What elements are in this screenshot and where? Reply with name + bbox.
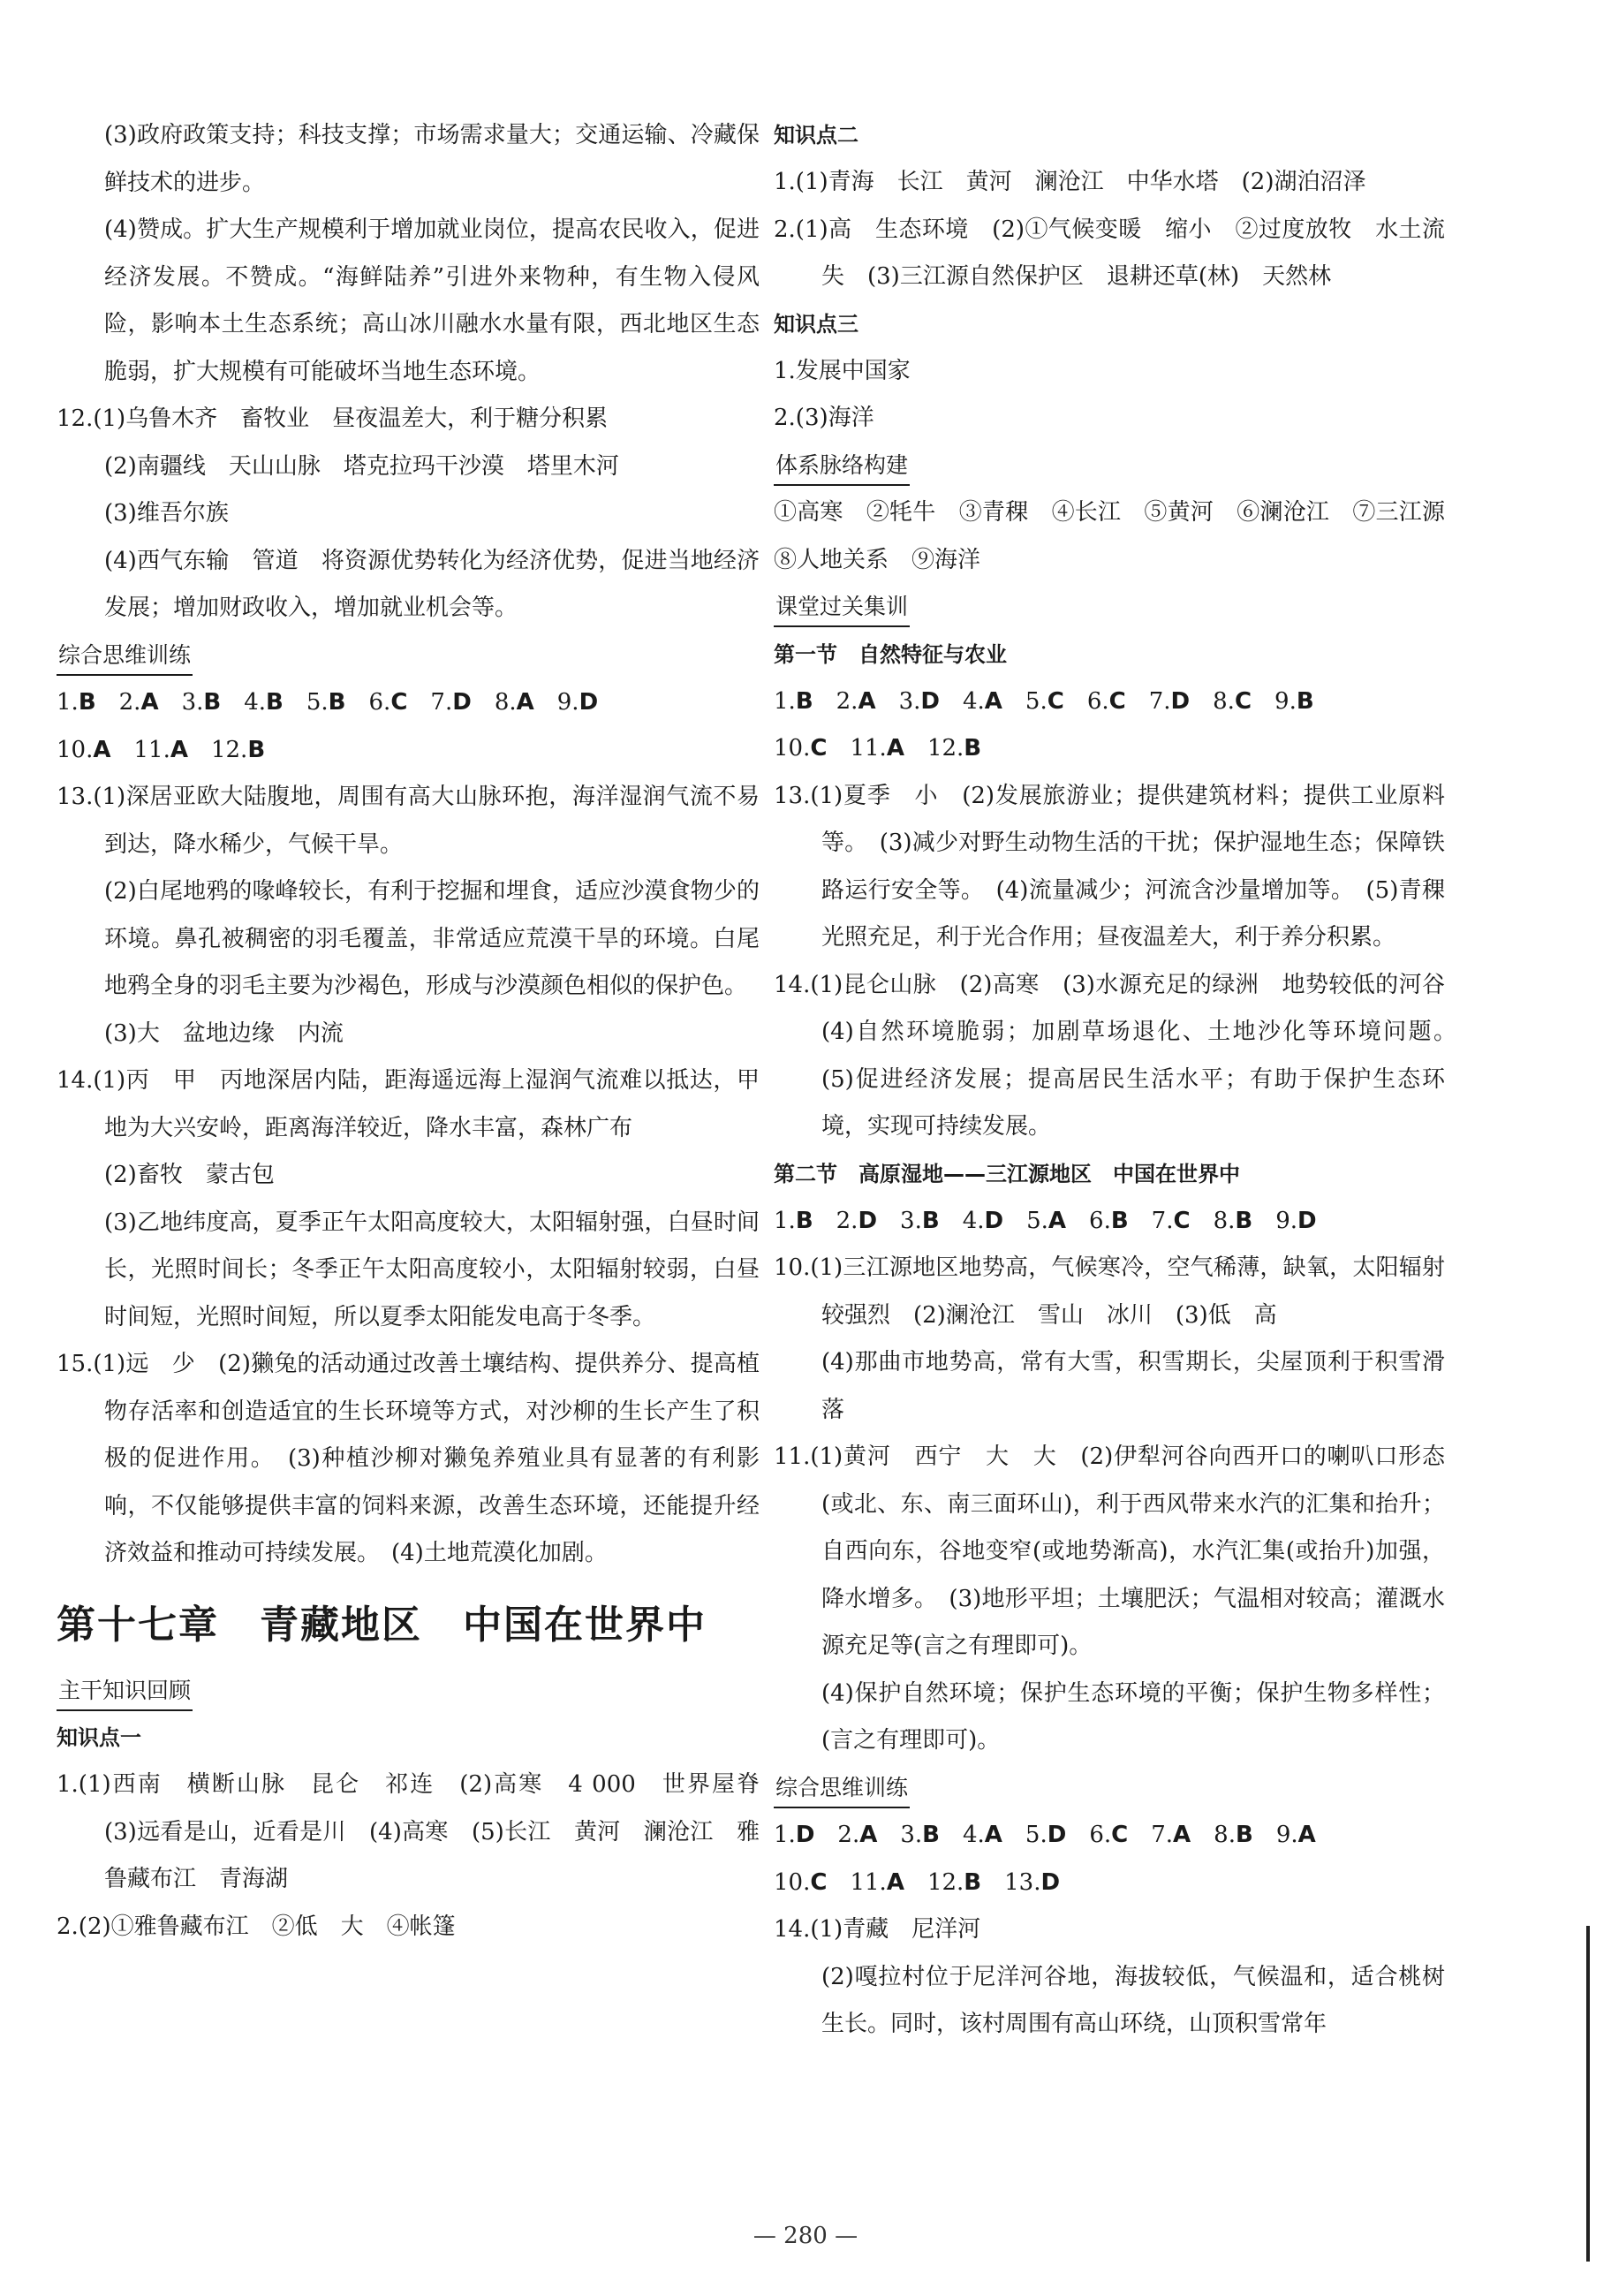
- answer-text: 1.发展中国家: [774, 357, 911, 384]
- section-box-heading: 综合思维训练: [57, 637, 193, 676]
- choice-answers: 1.B 2.A 3.B 4.B 5.B 6.C 7.D 8.A 9.D: [57, 689, 599, 716]
- answer-text: (2)畜牧 蒙古包: [104, 1162, 275, 1188]
- answer-text: (4)保护自然环境；保护生态环境的平衡；保护生物多样性；(言之有理即可)。: [821, 1679, 1445, 1754]
- left-column: [57, 112, 783, 1951]
- section-box-heading: 课堂过关集训: [774, 588, 910, 627]
- section-heading: 第二节 高原湿地——三江源地区 中国在世界中: [774, 1161, 1240, 1186]
- answer-text: (2)嘎拉村位于尼洋河谷地，海拔较低，气候温和，适合桃树生长。同时，该村周围有高山环绕，山顶积雪常年: [821, 1963, 1445, 2037]
- choice-answers: 1.B 2.D 3.B 4.D 5.A 6.B 7.C 8.B 9.D: [774, 1207, 1317, 1234]
- answer-text: (3)大 盆地边缘 内流: [104, 1019, 344, 1047]
- answer-text: 10.(1)三江源地区地势高，气候寒冷，空气稀薄，缺氧，太阳辐射较强烈 (2)澜沧江 雪山 冰川 (3)低 高: [774, 1254, 1445, 1329]
- answer-text: (4)赞成。扩大生产规模利于增加就业岗位，提高农民收入，促进经济发展。不赞成。“海鲜陆养”引进外来物种，有生物入侵风险，影响本土生态系统；高山冰川融水水量有限，西北地区生态脆弱，扩大规模有可能破坏当地生态环境。: [104, 216, 760, 385]
- answer-text: 12.(1)乌鲁木齐 畜牧业 昼夜温差大，利于糖分积累: [57, 405, 609, 432]
- knowledge-point-heading: 知识点三: [774, 311, 858, 337]
- page-number: — 280 —: [753, 2223, 858, 2249]
- section-box-heading: 综合思维训练: [774, 1769, 910, 1808]
- answer-text: 15.(1)远 少 (2)獭兔的活动通过改善土壤结构、提供养分、提高植物存活率和创造适宜的生长环境等方式，对沙柳的生长产生了积极的促进作用。 (3)种植沙柳对獭兔养殖业具有显著的有利影响，不仅能够提供丰富的饲料来源，改善生态环境，还能提升经济效益和推动可持续发展。 (4)土地荒漠化加剧。: [57, 1351, 760, 1566]
- answer-text: (2)南疆线 天山山脉 塔克拉玛干沙漠 塔里木河: [104, 452, 619, 480]
- answer-text: 1.(1)西南 横断山脉 昆仑 祁连 (2)高寒 4 000 世界屋脊 (3)远看是山，近看是川 (4)高寒 (5)长江 黄河 澜沧江 雅鲁藏布江 青海湖: [57, 1771, 783, 1892]
- answer-text: 13.(1)深居亚欧大陆腹地，周围有高大山脉环抱，海洋湿润气流不易到达，降水稀少，气候干旱。: [57, 784, 760, 858]
- choice-answers: 10.C 11.A 12.B 13.D: [774, 1868, 1061, 1896]
- knowledge-point-heading: 知识点一: [57, 1725, 141, 1750]
- chapter-title: 第十七章 青藏地区 中国在世界中: [57, 1602, 707, 1648]
- answer-text: 11.(1)黄河 西宁 大 大 (2)伊犁河谷向西开口的喇叭口形态(或北、东、南三面环山)，利于西风带来水汽的汇集和抬升；自西向东，谷地变窄(或地势渐高)，水汽汇集(或抬升)加强，降水增多。 (3)地形平坦；土壤肥沃；气温相对较高；灌溉水源充足等(言之有理即可)。: [774, 1444, 1445, 1659]
- answer-text: ①高寒 ②牦牛 ③青稞 ④长江 ⑤黄河 ⑥澜沧江 ⑦三江源 ⑧人地关系 ⑨海洋: [774, 499, 1469, 573]
- choice-answers: 10.C 11.A 12.B: [774, 735, 982, 762]
- answer-text: (3)维吾尔族: [104, 500, 229, 527]
- choice-answers: 1.D 2.A 3.B 4.A 5.D 6.C 7.A 8.B 9.A: [774, 1822, 1316, 1848]
- choice-answers: 10.A 11.A 12.B: [57, 736, 266, 763]
- answer-text: 13.(1)夏季 小 (2)发展旅游业；提供建筑材料；提供工业原料等。 (3)减少对野生动物生活的干扰；保护湿地生态；保障铁路运行安全等。 (4)流量减少；河流含沙量增加等。 (5)青稞 光照充足，利于光合作用；昼夜温差大，利于养分积累。: [774, 782, 1469, 951]
- answer-text: (3)乙地纬度高，夏季正午太阳高度较大，太阳辐射强，白昼时间长，光照时间长；冬季正午太阳高度较小，太阳辐射较弱，白昼时间短，光照时间短，所以夏季太阳能发电高于冬季。: [104, 1209, 760, 1330]
- answer-text: 14.(1)青藏 尼洋河: [774, 1916, 981, 1943]
- answer-text: 1.(1)青海 长江 黄河 澜沧江 中华水塔 (2)湖泊沼泽: [774, 169, 1366, 195]
- answer-text: 14.(1)丙 甲 丙地深居内陆，距海遥远海上湿润气流难以抵达，甲地为大兴安岭，距离海洋较近，降水丰富，森林广布: [57, 1067, 760, 1141]
- choice-answers: 1.B 2.A 3.D 4.A 5.C 6.C 7.D 8.C 9.B: [774, 687, 1314, 715]
- answer-text: 2.(1)高 生态环境 (2)①气候变暖 缩小 ②过度放牧 水土流失 (3)三江源自然保护区 退耕还草(林) 天然林: [774, 216, 1445, 290]
- section-box-heading: 主干知识回顾: [57, 1672, 193, 1711]
- answer-text: 2.(3)海洋: [774, 405, 874, 431]
- knowledge-point-heading: 知识点二: [774, 123, 858, 148]
- answer-text: (4)西气东输 管道 将资源优势转化为经济优势，促进当地经济发展；增加财政收入，增加就业机会等。: [104, 547, 760, 621]
- binding-edge-line: [1586, 1926, 1590, 2262]
- answer-text: (2)白尾地鸦的喙峰较长，有利于挖掘和埋食，适应沙漠食物少的环境。鼻孔被稠密的羽毛覆盖，非常适应荒漠干旱的环境。白尾地鸦全身的羽毛主要为沙褐色，形成与沙漠颜色相似的保护色。: [104, 878, 760, 999]
- answer-text: 14.(1)昆仑山脉 (2)高寒 (3)水源充足的绿洲 地势较低的河谷 (4)自然环境脆弱；加剧草场退化、土地沙化等环境问题。 (5)促进经济发展；提高居民生活水平；有助于保护生态环境，实现可持续发展。: [774, 971, 1469, 1140]
- section-heading: 第一节 自然特征与农业: [774, 641, 1007, 667]
- answer-text: (3)政府政策支持；科技支撑；市场需求量大；交通运输、冷藏保鲜技术的进步。: [104, 122, 760, 196]
- answer-text: (4)那曲市地势高，常有大雪，积雪期长，尖屋顶利于积雪滑落: [821, 1349, 1445, 1423]
- section-box-heading: 体系脉络构建: [774, 447, 910, 486]
- right-column: [774, 112, 1469, 2049]
- answer-text: 2.(2)①雅鲁藏布江 ②低 大 ④帐篷: [57, 1913, 456, 1940]
